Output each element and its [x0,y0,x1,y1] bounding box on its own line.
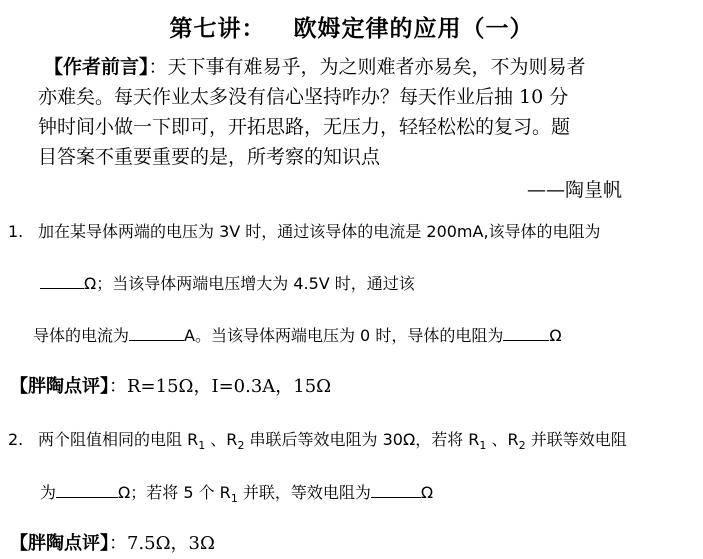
question-1-text-3a: 导体的电流为 [33,326,130,345]
comment-1-answer: ：R=15Ω，I=0.3A，15Ω [109,376,332,397]
question-2-text-l2d: Ω [420,483,434,502]
question-1-text-3b: A。当该导体两端电压为 0 时，导体的电阻为 [184,326,504,345]
comment-1 [10,372,331,398]
question-2-text-l2b: Ω；若将 5 个 R [118,483,231,502]
question-2-line-1 [8,427,627,452]
answer-blank [40,274,84,289]
subscript: 2 [237,439,245,453]
answer-blank [56,483,118,498]
preface-line-4: 目答案不重要重要的是，所考察的知识点 [38,146,381,168]
preface-line-3: 钟时间小做一下即可，开拓思路，无压力，轻轻松松的复习。题 [38,116,571,138]
author-preface [38,52,698,172]
comment-1-tag: 【胖陶点评】 [10,376,109,397]
question-1-text-3c: Ω [549,326,562,345]
preface-line-1-text: ：天下事有难易乎，为之则难者亦易矣，不为则易者 [148,56,586,78]
subscript: 1 [230,492,238,506]
question-1-text-2: Ω；当该导体两端电压增大为 4.5V 时，通过该 [84,274,415,293]
preface-tag: 【作者前言】 [44,56,149,78]
answer-blank [503,326,549,341]
question-2-text-b: 、R [205,430,238,449]
question-2-line-2 [40,480,433,505]
question-2-text-d: 、R [486,430,519,449]
comment-2-tag: 【胖陶点评】 [10,533,109,554]
subscript: 2 [518,439,526,453]
subscript: 1 [479,439,487,453]
question-1-line-3 [33,323,562,346]
question-1-number: 1. [8,222,24,241]
question-1-text-1: 加在某导体两端的电压为 3V 时，通过该导体的电流是 200mA,该导体的电阻为 [38,222,601,241]
page-title [0,10,703,43]
question-1-line-1 [8,219,601,242]
preface-signature: ——陶皇帆 [527,179,623,201]
question-2-number: 2. [8,430,24,449]
lecture-number: 第七讲： [169,16,266,42]
question-2-text-e: 并联等效电阻 [525,430,627,449]
subscript: 1 [198,439,206,453]
question-2-text-a: 两个阻值相同的电阻 R [38,430,199,449]
preface-line-1 [38,52,698,82]
question-1-line-2 [40,271,415,294]
question-2-text-c: 串联后等效电阻为 30Ω，若将 R [244,430,480,449]
lecture-topic: 欧姆定律的应用（一） [293,16,534,42]
comment-2-answer: ：7.5Ω，3Ω [109,533,215,554]
answer-blank [371,483,421,498]
question-2-text-l2a: 为 [40,483,57,502]
answer-blank [129,326,184,341]
preface-line-2: 亦难矣。每天作业太多没有信心坚持咋办？每天作业后抽 10 分 [38,86,569,108]
comment-2 [10,529,215,555]
question-2-text-l2c: 并联，等效电阻为 [237,483,371,502]
